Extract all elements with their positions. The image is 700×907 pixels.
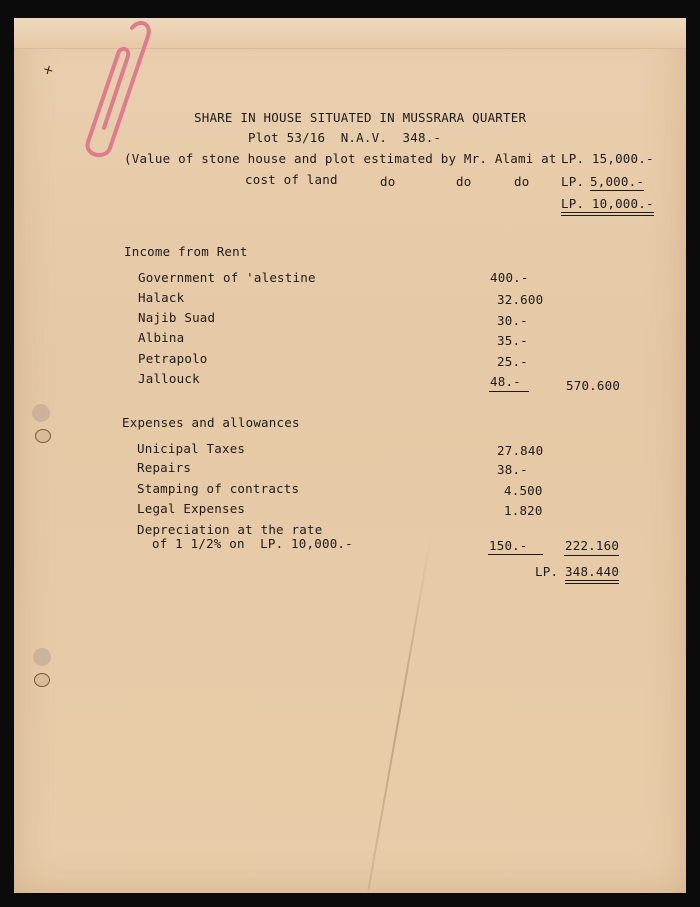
depreciation-label: Depreciation at the rate [137, 522, 323, 537]
valuation-line2-label: cost of land [245, 172, 338, 187]
income-total: 570.600 [566, 378, 621, 393]
valuation-line2-currency: LP. [561, 174, 585, 189]
income-item-amount: 400.- [490, 270, 529, 285]
ditto-mark: do [456, 174, 472, 189]
income-item-amount: 35.- [497, 333, 528, 348]
income-item-label: Government of 'alestine [138, 270, 316, 285]
income-item-amount: 32.600 [497, 292, 544, 307]
income-item-amount: 25.- [497, 354, 528, 369]
income-item-label: Najib Suad [138, 310, 216, 325]
expense-item-amount: 1.820 [504, 503, 543, 518]
stain-mark [33, 648, 51, 666]
net-currency: LP. [535, 564, 559, 579]
valuation-line1-value: LP. 15,000.- [561, 151, 654, 166]
punch-hole-lower [34, 673, 50, 687]
expense-item-label: Unicipal Taxes [137, 441, 246, 456]
depreciation-amount: 150.- [489, 538, 528, 553]
expenses-total: 222.160 [565, 538, 620, 553]
ditto-mark: do [380, 174, 396, 189]
expenses-heading: Expenses and allowances [122, 415, 300, 430]
ditto-mark: do [514, 174, 530, 189]
income-subtotal-rule [489, 391, 529, 392]
punch-hole-upper [35, 429, 51, 443]
expense-item-amount: 27.840 [497, 443, 544, 458]
income-item-amount: 48.- [490, 374, 521, 389]
stain-mark [32, 404, 50, 422]
valuation-line3-value: LP. 10,000.- [561, 197, 654, 216]
income-item-amount: 30.- [497, 313, 528, 328]
expense-item-amount: 4.500 [504, 483, 543, 498]
expenses-subtotal-rule [488, 554, 543, 555]
income-item-label: Jallouck [138, 371, 200, 386]
valuation-line2-value: 5,000.- [590, 174, 645, 189]
valuation-line1-label: (Value of stone house and plot estimated by Mr. Alami at [124, 151, 557, 166]
income-item-label: Albina [138, 330, 185, 345]
expenses-total-rule [564, 555, 619, 556]
document-title: SHARE IN HOUSE SITUATED IN MUSSRARA QUARTER [194, 110, 527, 125]
income-item-label: Halack [138, 290, 185, 305]
paperclip-icon [74, 10, 154, 160]
depreciation-label: of 1 1/2% on LP. 10,000.- [152, 536, 353, 551]
expense-item-label: Stamping of contracts [137, 481, 300, 496]
income-item-label: Petrapolo [138, 351, 208, 366]
net-value: 348.440 [565, 565, 619, 584]
expense-item-amount: 38.- [497, 462, 528, 477]
expense-item-label: Legal Expenses [137, 501, 246, 516]
ink-scribble-icon: ✕ [40, 60, 56, 80]
income-heading: Income from Rent [124, 244, 248, 259]
plot-line: Plot 53/16 N.A.V. 348.- [248, 130, 442, 145]
expense-item-label: Repairs [137, 460, 192, 475]
